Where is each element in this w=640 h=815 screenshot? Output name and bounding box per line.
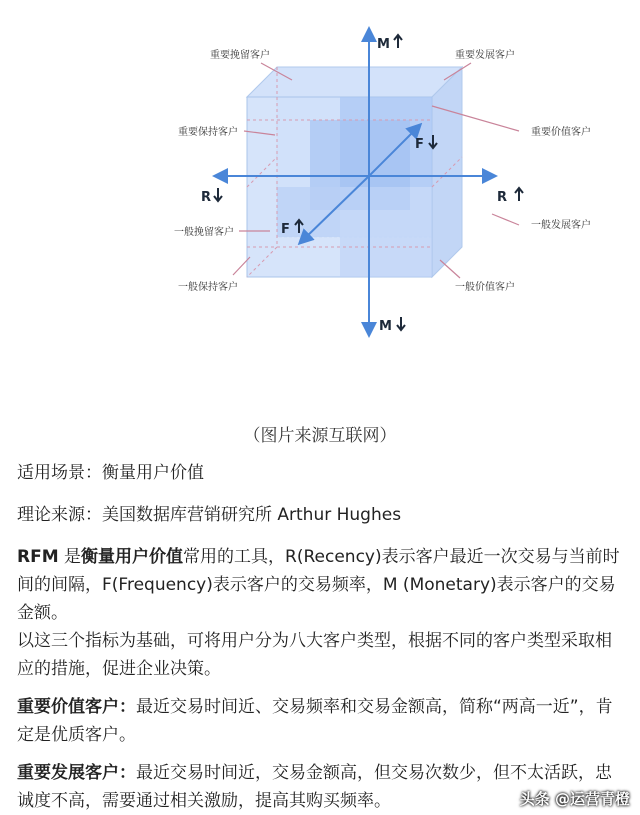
segment-label-general-develop: 一般发展客户 (531, 220, 591, 231)
arrow-up-icon (515, 188, 523, 201)
watermark: 头条 @运营青橙 (519, 790, 630, 808)
arrow-up-icon (394, 35, 402, 48)
m-down-label: M (379, 319, 392, 334)
develop-customer-text: 最近交易时间近，交易金额高，但交易次数少，但不太活跃，忠诚度不高，需要通过相关激励，提高其购买频率。 (17, 763, 612, 811)
theory-line: 理论来源：美国数据库营销研究所 Arthur Hughes (17, 505, 402, 525)
rfm-cube-diagram (0, 0, 640, 400)
rfm-text1: 是 (58, 547, 82, 567)
value-customer-text: 最近交易时间近、交易频率和交易金额高，简称“两高一近”，肯定是优质客户。 (17, 697, 613, 745)
segment-label-general-retain: 一般挽留客户 (174, 227, 234, 238)
eight-types-paragraph: 以这三个指标为基础，可将用户分为八大客户类型，根据不同的客户类型采取相应的措施，促进企业决策。 (17, 631, 612, 679)
scene-line: 适用场景：衡量用户价值 (17, 463, 204, 483)
develop-customer-label: 重要发展客户： (17, 763, 136, 783)
value-customer-label: 重要价值客户： (17, 697, 136, 717)
f-up-label: F (415, 137, 424, 152)
r-right-label: R (497, 190, 508, 205)
cube-right-face (432, 67, 462, 277)
segment-label-general-value: 一般价值客户 (455, 282, 515, 293)
value-customer-paragraph (17, 693, 627, 749)
cube-top-face (247, 67, 462, 97)
rfm-bold-term: 衡量用户价值 (81, 547, 184, 567)
segment-label-important-retain: 重要挽留客户 (210, 50, 270, 61)
rfm-text2: 常用的工具，R(Recency)表示客户最近一次交易与当前时间的间隔，F(Frequency)表示客户的交易频率，M (Monetary)表示客户的交易金额。 (17, 547, 620, 623)
m-up-label: M (377, 37, 390, 52)
arrow-down-icon (214, 188, 222, 201)
f-down-label: F (281, 222, 290, 237)
cube-inner-block-bottom-right (340, 187, 432, 277)
image-caption: （图片来源互联网） (243, 426, 397, 446)
segment-label-important-develop: 重要发展客户 (455, 50, 515, 61)
r-left-label: R (201, 190, 212, 205)
rfm-paragraph (17, 543, 627, 627)
segment-label-important-value: 重要价值客户 (531, 127, 591, 138)
segment-label-general-keep: 一般保持客户 (178, 282, 238, 293)
arrow-down-icon (397, 317, 405, 330)
rfm-label: RFM (17, 547, 59, 567)
segment-label-important-keep: 重要保持客户 (178, 127, 238, 138)
